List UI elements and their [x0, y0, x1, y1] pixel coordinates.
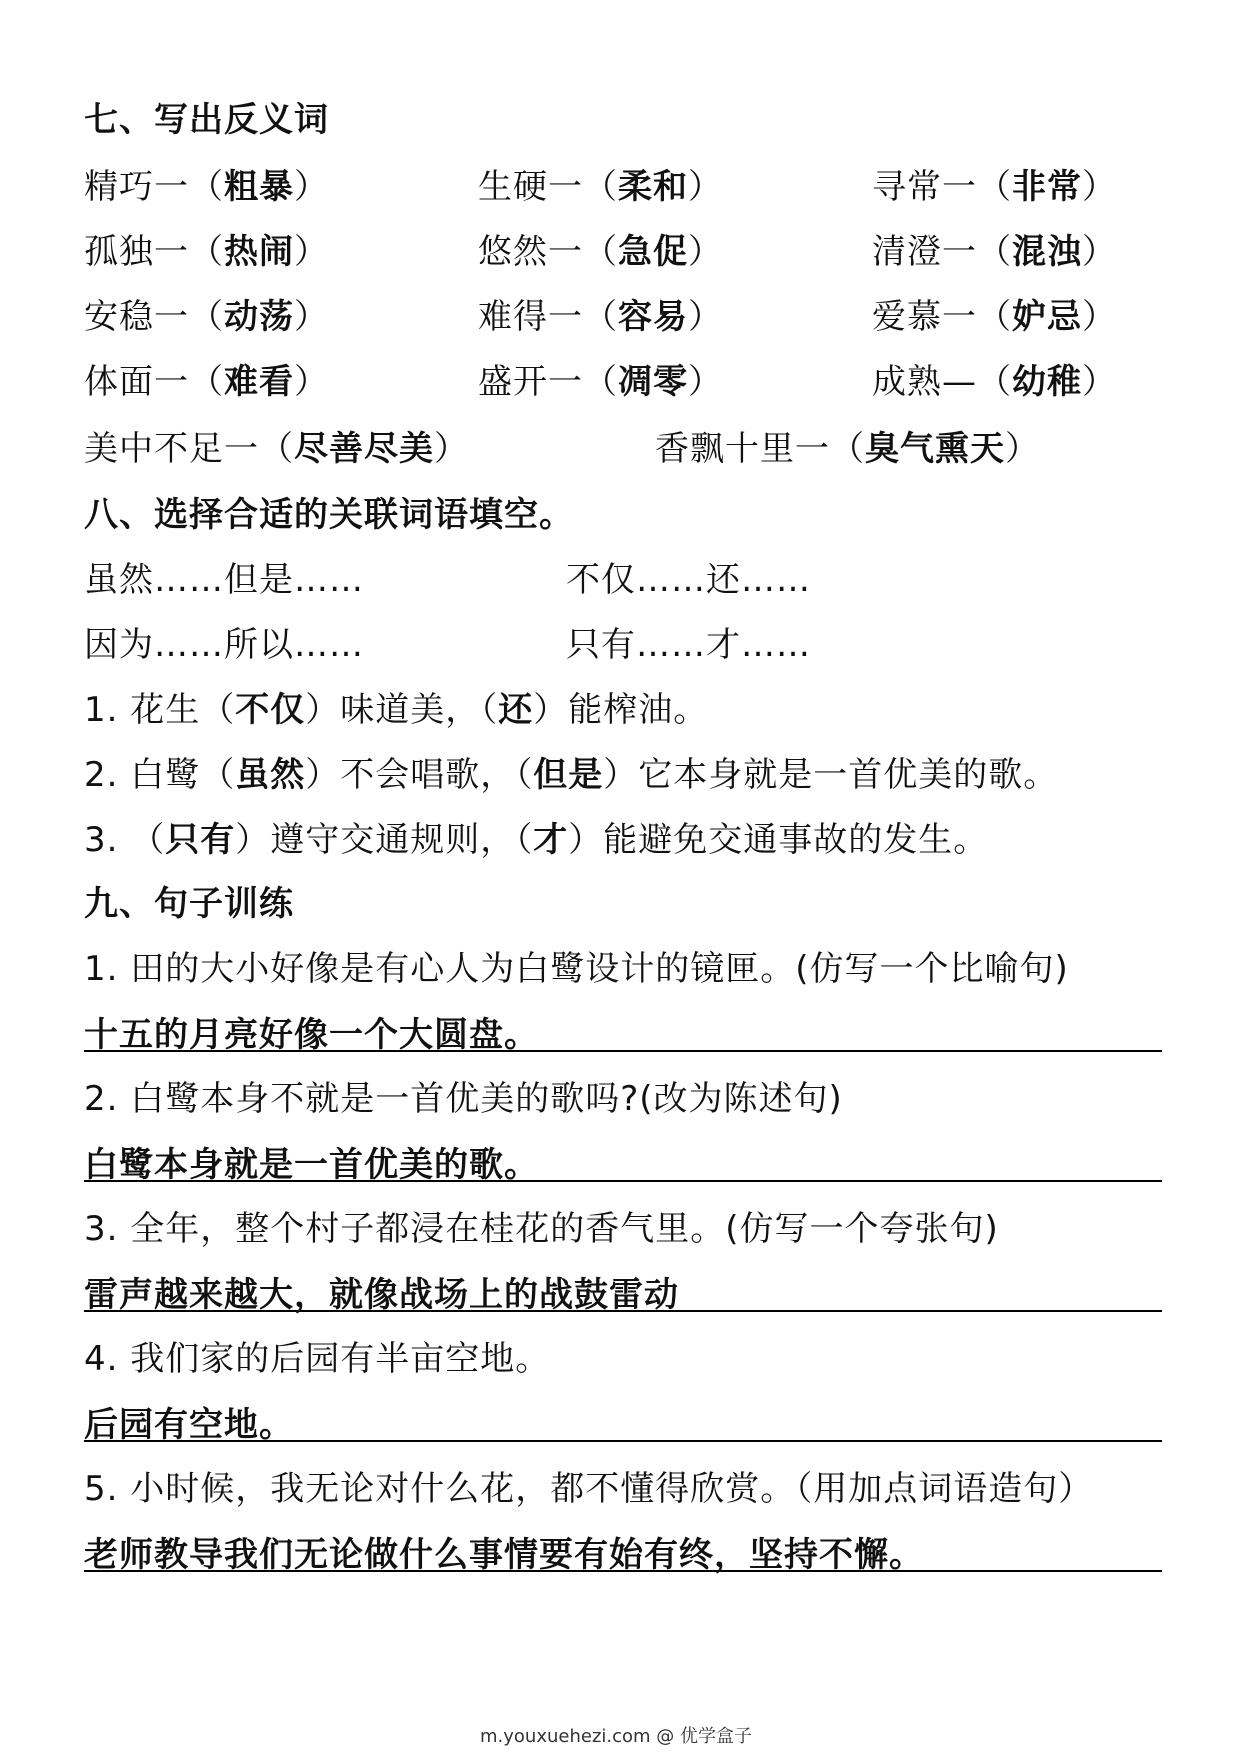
idiom-pair-1 [84, 421, 469, 470]
section-9-title: 九、句子训练 [84, 884, 294, 924]
sentence-answer-2: 白鹭本身就是一首优美的歌。 [84, 1145, 539, 1185]
conjunction-option-4: 只有……才…… [566, 625, 811, 665]
antonym-word: 悠然一（ [478, 232, 618, 272]
answer-line-2 [84, 1140, 1162, 1185]
close-paren: ） [688, 362, 723, 402]
close-paren: ） [1005, 429, 1040, 469]
question-text: 花生（ [130, 690, 236, 730]
conjunction-option-2: 不仅……还…… [566, 560, 811, 600]
idiom-word: 香飘十里一（ [655, 429, 865, 469]
question-number: 2. [84, 755, 131, 795]
sentence-answer-1: 十五的月亮好像一个大圆盘。 [84, 1015, 539, 1055]
sentence-question-1: 1. 田的大小好像是有心人为白鹭设计的镜匣。(仿写一个比喻句) [84, 949, 1069, 989]
answer-line-3 [84, 1270, 1162, 1315]
antonym-pair [84, 354, 329, 403]
fill-question-1 [84, 682, 708, 731]
antonym-pair [872, 224, 1117, 273]
close-paren: ） [1082, 297, 1117, 337]
close-paren: ） [688, 297, 723, 337]
antonym-word: 精巧一（ [84, 167, 224, 207]
antonym-word: 难得一（ [478, 297, 618, 337]
antonym-pair [84, 159, 329, 208]
question-text: ）能榨油。 [533, 690, 709, 730]
answer-text: 还 [498, 690, 534, 730]
antonym-word: 清澄一（ [872, 232, 1012, 272]
antonym-pair [872, 289, 1117, 338]
question-number: 3. [84, 820, 131, 860]
antonym-word: 生硬一（ [478, 167, 618, 207]
close-paren: ） [294, 232, 329, 272]
sentence-question-4: 4. 我们家的后园有半亩空地。 [84, 1339, 551, 1379]
footer-watermark: m.youxuehezi.com @ 优学盒子 [480, 1726, 753, 1747]
antonym-pair [478, 354, 723, 403]
fill-question-3 [84, 812, 988, 861]
antonym-answer: 急促 [618, 232, 688, 272]
sentence-answer-3: 雷声越来越大，就像战场上的战鼓雷动 [84, 1275, 679, 1315]
close-paren: ） [688, 167, 723, 207]
antonym-word: 盛开一（ [478, 362, 618, 402]
answer-line-4 [84, 1400, 1162, 1445]
question-text: ）不会唱歌，（ [305, 755, 534, 795]
antonym-answer: 柔和 [618, 167, 688, 207]
question-text: （ [130, 820, 166, 860]
fill-question-2 [84, 747, 1058, 796]
answer-line-1 [84, 1010, 1162, 1055]
sentence-question-2: 2. 白鹭本身不就是一首优美的歌吗?(改为陈述句) [84, 1079, 843, 1119]
antonym-answer: 非常 [1012, 167, 1082, 207]
antonym-answer: 混浊 [1012, 232, 1082, 272]
antonym-pair [872, 354, 1117, 403]
antonym-answer: 动荡 [224, 297, 294, 337]
antonym-pair [478, 224, 723, 273]
antonym-word: 爱慕一（ [872, 297, 1012, 337]
close-paren: ） [688, 232, 723, 272]
question-number: 1. [84, 690, 131, 730]
sentence-answer-4: 后园有空地。 [84, 1405, 294, 1445]
idiom-answer: 尽善尽美 [294, 429, 434, 469]
antonym-word: 安稳一（ [84, 297, 224, 337]
antonym-pair [872, 159, 1117, 208]
question-text: ）能避免交通事故的发生。 [568, 820, 989, 860]
close-paren: ） [294, 167, 329, 207]
question-text: ）味道美，（ [305, 690, 499, 730]
close-paren: ） [1082, 167, 1117, 207]
antonym-answer: 凋零 [618, 362, 688, 402]
antonym-answer: 容易 [618, 297, 688, 337]
section-7-title: 七、写出反义词 [84, 100, 329, 140]
antonym-word: 孤独一（ [84, 232, 224, 272]
close-paren: ） [294, 362, 329, 402]
antonym-answer: 热闹 [224, 232, 294, 272]
answer-text: 不仅 [235, 690, 306, 730]
antonym-pair [478, 159, 723, 208]
antonym-word: 寻常一（ [872, 167, 1012, 207]
close-paren: ） [1082, 232, 1117, 272]
question-text: ）它本身就是一首优美的歌。 [603, 755, 1059, 795]
idiom-answer: 臭气熏天 [865, 429, 1005, 469]
sentence-answer-5: 老师教导我们无论做什么事情要有始有终，坚持不懈。 [84, 1535, 924, 1575]
answer-line-5 [84, 1530, 1162, 1575]
antonym-word: 成熟—（ [872, 362, 1012, 402]
conjunction-option-3: 因为……所以…… [84, 625, 364, 665]
answer-text: 虽然 [235, 755, 306, 795]
idiom-pair-2 [655, 421, 1040, 470]
close-paren: ） [294, 297, 329, 337]
answer-text: 才 [533, 820, 569, 860]
antonym-answer: 妒忌 [1012, 297, 1082, 337]
question-text: 白鹭（ [130, 755, 236, 795]
sentence-question-3: 3. 全年，整个村子都浸在桂花的香气里。(仿写一个夸张句) [84, 1209, 999, 1249]
idiom-word: 美中不足一（ [84, 429, 294, 469]
close-paren: ） [1082, 362, 1117, 402]
antonym-pair [84, 224, 329, 273]
conjunction-option-1: 虽然……但是…… [84, 560, 364, 600]
answer-text: 但是 [533, 755, 604, 795]
antonym-pair [478, 289, 723, 338]
sentence-question-5: 5. 小时候，我无论对什么花，都不懂得欣赏。（用加点词语造句） [84, 1469, 1094, 1509]
antonym-word: 体面一（ [84, 362, 224, 402]
section-8-title: 八、选择合适的关联词语填空。 [84, 495, 574, 535]
antonym-answer: 粗暴 [224, 167, 294, 207]
antonym-pair [84, 289, 329, 338]
question-text: ）遵守交通规则，（ [235, 820, 534, 860]
answer-text: 只有 [165, 820, 236, 860]
close-paren: ） [434, 429, 469, 469]
antonym-answer: 幼稚 [1012, 362, 1082, 402]
antonym-answer: 难看 [224, 362, 294, 402]
